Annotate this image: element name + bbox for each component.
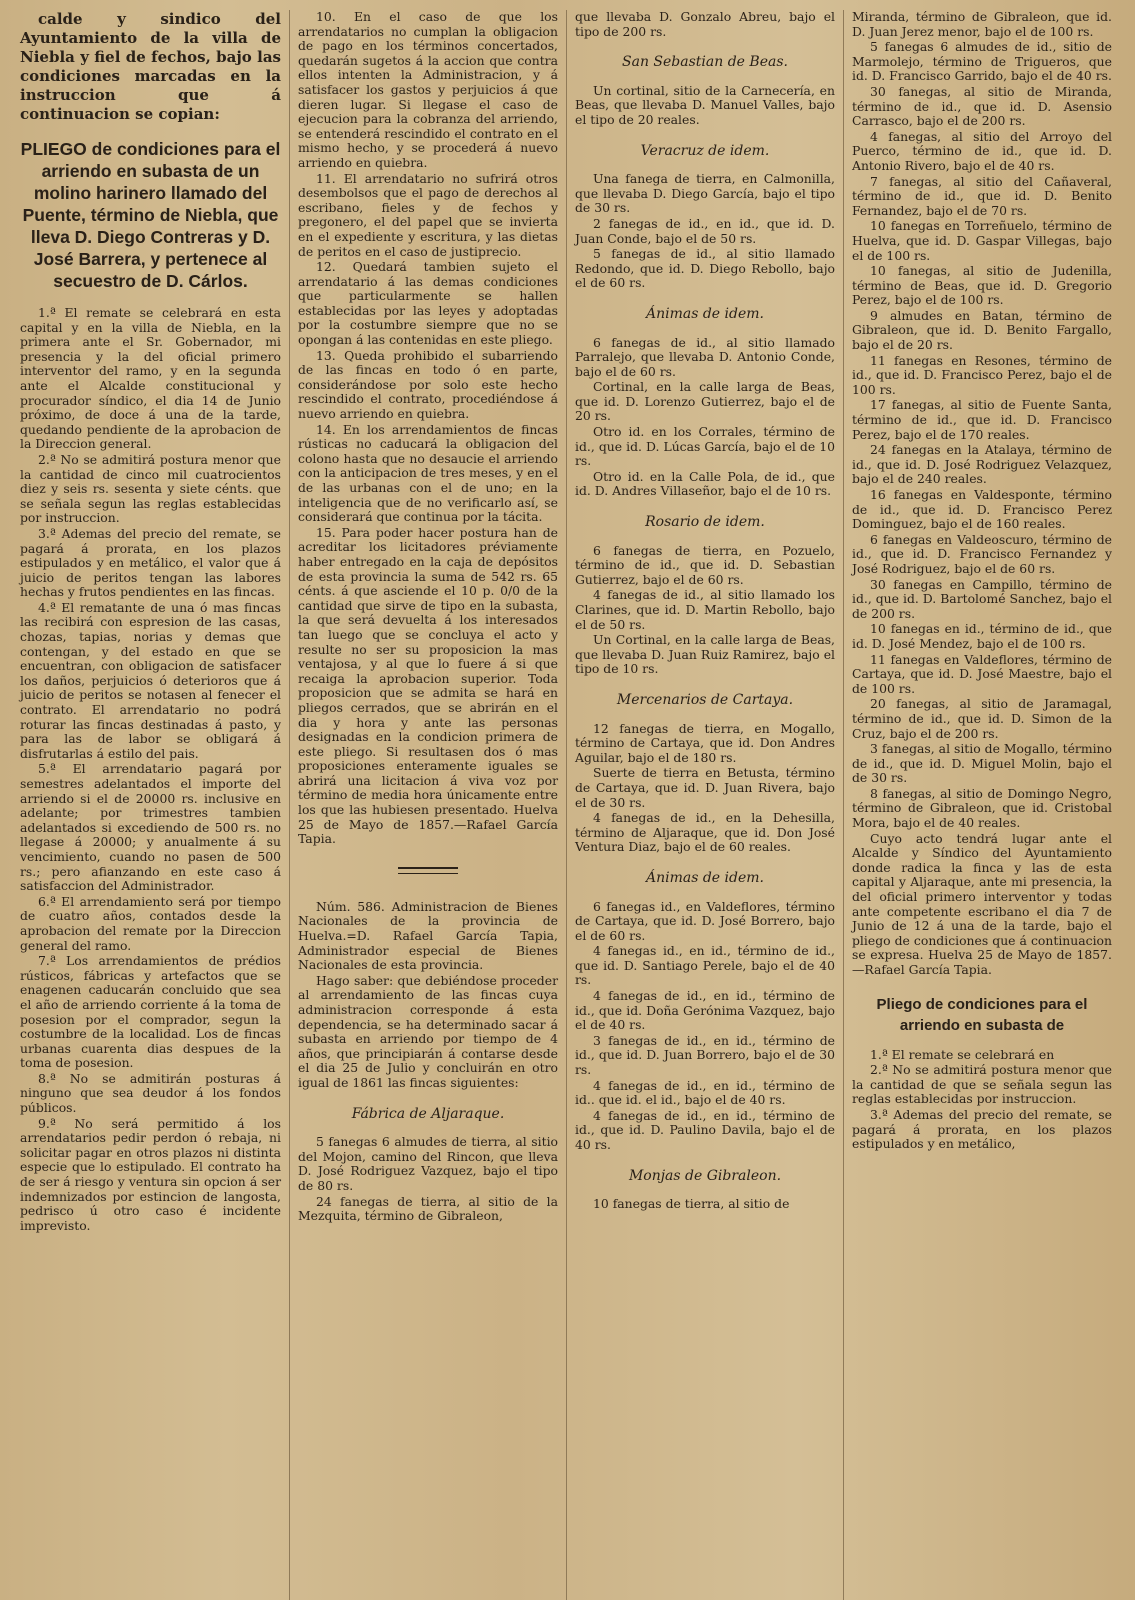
section-title: Ánimas de idem. (645, 305, 764, 322)
column-2 (289, 10, 566, 1600)
property-item: 6 fanegas de id., al sitio llamado Parralejo, que llevaba D. Antonio Conde, bajo el de 60 rs. (575, 334, 835, 379)
property-item: 5 fanegas de id., al sitio llamado Redondo, que id. D. Diego Rebollo, bajo el de 60 rs. (575, 246, 835, 291)
condition-paragraph: 2.ª No se admitirá postura menor que la cantidad de cinco mil cuatrocientos diez y seis rs. sesenta y siete cénts. que se señala segun las reglas establecidas por instruccion. (20, 451, 281, 526)
condition-paragraph: 5.ª El arrendatario pagará por semestres adelantados el importe del arriendo si el de 20000 rs. inclusive en adelante; por trimestres tambien adelantados si excediendo de 500 rs. no llegase á 20000; y anualmente á su vencimiento, cuando no pasen de 500 rs.; pero afianzando en este caso á satisfaccion del Administrador. (20, 761, 281, 894)
property-item: 7 fanegas, al sitio del Cañaveral, término de id., que id. D. Benito Fernandez, bajo el de 70 rs. (852, 173, 1112, 218)
condition-paragraph: 6.ª El arrendamiento será por tiempo de cuatro años, contados desde la aprobacion del remate por la Direccion general del ramo. (20, 893, 281, 953)
property-item: Otro id. en los Corrales, término de id., que id. D. Lúcas García, bajo el de 10 rs. (575, 424, 835, 469)
property-item: 5 fanegas 6 almudes de tierra, al sitio del Mojon, camino del Rincon, que lleva D. José Rodriguez Vazquez, bajo el tipo de 80 rs. (298, 1134, 558, 1193)
notice-paragraph: Hago saber: que debiéndose proceder al arrendamiento de las fincas cuya administracion corresponde á esta dependencia, se ha determinado sacar á subasta en arriendo por tiempo de 4 años, que principiarán á contarse desde el dia 25 de Julio y concluirán en otro igual de 1861 las fincas siguientes: (298, 972, 558, 1090)
property-item: 4 fanegas de id., en id., término de id.. que id. el id., bajo el de 40 rs. (575, 1077, 835, 1108)
property-item: 11 fanegas en Resones, término de id., que id. D. Francisco Perez, bajo el de 100 rs. (852, 352, 1112, 397)
column-3 (566, 10, 843, 1600)
property-item: 16 fanegas en Valdesponte, término de id., que id. D. Francisco Perez Dominguez, bajo el de 160 reales. (852, 487, 1112, 532)
property-item: 9 almudes en Batan, término de Gibraleon, que id. D. Benito Fargallo, bajo el de 20 rs. (852, 307, 1112, 353)
property-item: 10 fanegas de tierra, al sitio de (593, 1196, 790, 1212)
property-item: 4 fanegas de id., en id., término de id., que id. D. Paulino Davila, bajo el de 40 rs. (575, 1107, 835, 1152)
property-item: 6 fanegas id., en Valdeflores, término de Cartaya, que id. D. José Borrero, bajo el de 60 rs. (575, 898, 835, 943)
section-title: San Sebastian de Beas. (622, 54, 788, 71)
closing-paragraph: Cuyo acto tendrá lugar ante el Alcalde y Síndico del Ayuntamiento donde radica la finca y las de esta capital y Aljaraque, ante mi presencia, la del oficial primero interventor y todas ante competente escribano el dia 7 de Junio de 12 á una de la tarde, bajo el pliego de condiciones que á continuacion se expresa. Huelva 25 de Mayo de 1857.—Rafael García Tapia. (852, 830, 1112, 977)
condition-paragraph: 7.ª Los arrendamientos de prédios rústicos, fábricas y artefactos que se enagenen caducarán concluido que sea el año de arriendo corriente á la toma de posesion por el comprador, segun la costumbre de la localidad. Los de fincas urbanas cuarenta dias despues de la toma de posesion. (20, 953, 281, 1071)
condition-paragraph: 15. Para poder hacer postura han de acreditar los licitadores préviamente haber entregado en la caja de depósitos de esta provincia la suma de 542 rs. 65 cénts. á que asciende el 10 p. 0/0 de la cantidad que sirve de tipo en la subasta, la que será devuelta á los interesados tan luego que se concluya el acto y resulte no ser su proposicion la mas ventajosa, y al que lo fuere á si que recaiga la aprobacion superior. Toda proposicion que se admita se hará en pliegos cerrados, que se abrirán en el dia y hora y ante las personas designadas en la condicion primera de este pliego. Si resultasen dos ó mas proposiciones enteramente iguales se abrirá una licitacion á viva voz por término de media hora únicamente entre los que las hubiesen presentado. Huelva 25 de Mayo de 1857.—Rafael García Tapia. (298, 524, 558, 847)
pliego-heading: PLIEGO de condiciones para el arriendo en subasta de un molino harinero llamado del Puente, término de Niebla, que lleva D. Diego Contreras y D. José Barrera, y pertenece al secuestro de D. Cárlos. (20, 139, 281, 291)
condition-paragraph: 13. Queda prohibido el subarriendo de las fincas en todo ó en parte, considerándose por solo este hecho rescindido el contrato, procediéndose á nuevo arriendo en quiebra. (298, 347, 558, 422)
property-item: 12 fanegas de tierra, en Mogallo, término de Cartaya, que id. Don Andres Aguilar, bajo el de 180 rs. (575, 720, 835, 765)
property-item: 11 fanegas en Valdeflores, término de Cartaya, que id. D. José Maestre, bajo el de 100 rs. (852, 651, 1112, 696)
condition-paragraph: 14. En los arrendamientos de fincas rústicas no caducará la obligacion del colono hasta que no desaucie el arriendo con la anticipacion de tres meses, y en el de las urbanas con el de uno; en la inteligencia que de no verificarlo así, se considerará que continua por la tácita. (298, 421, 558, 525)
property-item: 2 fanegas de id., en id., que id. D. Juan Conde, bajo el de 50 rs. (575, 215, 835, 246)
property-item: 4 fanegas de id., al sitio llamado los Clarines, que id. D. Martin Rebollo, bajo el de 50 rs. (575, 587, 835, 632)
property-item: 8 fanegas, al sitio de Domingo Negro, término de Gibraleon, que id. Cristobal Mora, bajo el de 40 reales. (852, 785, 1112, 831)
condition-paragraph: 4.ª El rematante de una ó mas fincas las recibirá con espresion de las casas, chozas, tapias, norias y demas que contengan, y del estado en que se encuentran, con obligacion de satisfacer los daños, perjuicios ó deterioros que á juicio de peritos se notasen al fenecer el contrato. El arrendatario no podrá roturar las fincas destinadas á pasto, y para las de labor se obligará á disfrutarlas á estilo del pais. (20, 599, 281, 761)
condition-paragraph: 3.ª Ademas del precio del remate, se pagará á prorata, en los plazos estipulados y en metálico, el valor que á juicio de peritos tengan las labores hechas y frutos pendientes en las fincas. (20, 525, 281, 600)
property-item: 4 fanegas de id., en id., término de id., que id. Doña Gerónima Vazquez, bajo el de 40 rs. (575, 988, 835, 1033)
property-item: 6 fanegas en Valdeoscuro, término de id., que id. D. Francisco Fernandez y José Rodriguez, bajo el de 60 rs. (852, 531, 1112, 576)
condition-paragraph: 1.ª El remate se celebrará en (870, 1046, 1055, 1062)
property-item: 3 fanegas de id., en id., término de id., que id. D. Juan Borrero, bajo el de 30 rs. (575, 1032, 835, 1078)
condition-paragraph: 8.ª No se admitirán posturas á ninguno que sea deudor á los fondos públicos. (20, 1070, 281, 1116)
column-1 (12, 10, 289, 1600)
section-title: Ánimas de idem. (645, 869, 764, 886)
property-item: Suerte de tierra en Betusta, término de Cartaya, que id. D. Juan Rivera, bajo el de 30 rs. (575, 765, 835, 810)
property-item: 10 fanegas, al sitio de Judenilla, término de Beas, que id. D. Gregorio Perez, bajo el de 100 rs. (852, 263, 1112, 308)
column-4 (843, 10, 1120, 1600)
property-item: Un Cortinal, en la calle larga de Beas, que llevaba D. Juan Ruiz Ramirez, bajo el tipo de 10 rs. (575, 632, 835, 677)
property-item: 10 fanegas en id., término de id., que id. D. José Mendez, bajo el de 100 rs. (852, 621, 1112, 651)
property-item: 30 fanegas, al sitio de Miranda, término de id., que id. D. Asensio Carrasco, bajo el de 200 rs. (852, 83, 1112, 129)
column-1-intro: calde y sindico del Ayuntamiento de la villa de Niebla y fiel de fechos, bajo las condiciones marcadas en la instruccion que á continuacion se copian: (20, 10, 281, 123)
property-item: Otro id. en la Calle Pola, de id., que id. D. Andres Villaseñor, bajo el de 10 rs. (575, 468, 835, 499)
section-title: Rosario de idem. (645, 514, 765, 531)
property-item: Miranda, término de Gibraleon, que id. D. Juan Jerez menor, bajo el de 100 rs. (852, 10, 1112, 39)
condition-paragraph: 12. Quedará tambien sujeto el arrendatario á las demas condiciones que particularmente se hallen establecidas por las leyes y adoptadas por la costumbre siempre que no se opongan á las contenidas en este pliego. (298, 259, 558, 348)
property-item: Cortinal, en la calle larga de Beas, que id. D. Lorenzo Gutierrez, bajo el de 20 rs. (575, 379, 835, 424)
section-title: Fábrica de Aljaraque. (351, 1105, 505, 1122)
pliego-heading-2: Pliego de condiciones para el arriendo en subasta de (876, 995, 1088, 1034)
property-item: 4 fanegas de id., en la Dehesilla, término de Aljaraque, que id. Don José Ventura Diaz, bajo el de 60 reales. (575, 810, 835, 855)
property-item: 30 fanegas en Campillo, término de id., que id. D. Bartolomé Sanchez, bajo el de 200 rs. (852, 576, 1112, 621)
property-item: Un cortinal, sitio de la Carnecería, en Beas, que llevaba D. Manuel Valles, bajo el tipo de 20 reales. (575, 82, 835, 127)
section-title: Monjas de Gibraleon. (628, 1167, 782, 1184)
condition-paragraph: 3.ª Ademas del precio del remate, se pagará á prorata, en los plazos estipulados y en metálico, (852, 1106, 1112, 1152)
property-item: 24 fanegas de tierra, al sitio de la Mezquita, término de Gibraleon, (298, 1193, 558, 1224)
condition-paragraph: 2.ª No se admitirá postura menor que la cantidad de que se señala segun las reglas establecidas por instruccion. (852, 1062, 1112, 1107)
property-item: 20 fanegas, al sitio de Jaramagal, término de id., que id. D. Simon de la Cruz, bajo el de 200 rs. (852, 696, 1112, 741)
property-item: Una fanega de tierra, en Calmonilla, que llevaba D. Diego García, bajo el tipo de 30 rs. (575, 171, 835, 216)
notice-paragraph: Núm. 586. Administracion de Bienes Nacionales de la provincia de Huelva.=D. Rafael García Tapia, Administrador especial de Bienes Nacionales de esta provincia. (298, 898, 558, 973)
section-title: Veracruz de idem. (640, 142, 770, 159)
condition-paragraph: 10. En el caso de que los arrendatarios no cumplan la obligacion de pago en los términos concertados, quedarán sugetos á la accion que contra ellos intenten la Administracion, y á satisfacer los gastos y perjuicios á que dieren lugar. Si llegase el caso de ejecucion para la cobranza del arriendo, se entenderá rescindido el contrato en el mismo hecho, y se procederá á nuevo arriendo en quiebra. (298, 10, 558, 170)
condition-paragraph: 1.ª El remate se celebrará en esta capital y en la villa de Niebla, en la primera ante el Sr. Gobernador, mi presencia y la del oficial primero interventor del ramo, y en la segunda ante el Alcalde constitucional y procurador síndico, el dia 14 de Junio próximo, de doce á una de la tarde, quedando pendiente de la aprobacion de la Direccion general. (20, 305, 281, 452)
property-item: 24 fanegas en la Atalaya, término de id., que id. D. José Rodriguez Velazquez, bajo el de 240 reales. (852, 442, 1112, 487)
property-item: 4 fanegas id., en id., término de id., que id. D. Santiago Perele, bajo el de 40 rs. (575, 943, 835, 988)
condition-paragraph: 11. El arrendatario no sufrirá otros desembolsos que el pago de derechos al escribano, fieles y de fechos y pregonero, el del papel que se invierta en el expediente y escritura, y las dietas de peritos en el caso de justiprecio. (298, 170, 558, 259)
property-item: 4 fanegas, al sitio del Arroyo del Puerco, término de id., que id. D. Antonio Rivero, bajo el de 40 rs. (852, 128, 1112, 173)
property-item: 3 fanegas, al sitio de Mogallo, término de id., que id. D. Miguel Molin, bajo el de 30 rs. (852, 741, 1112, 786)
property-item: 17 fanegas, al sitio de Fuente Santa, término de id., que id. D. Francisco Perez, bajo el de 170 reales. (852, 397, 1112, 442)
condition-paragraph: 9.ª No será permitido á los arrendatarios pedir perdon ó rebaja, ni solicitar pagar en otros plazos ni distinta especie que lo estipulado. El contrato ha de ser á riesgo y ventura sin opcion á ser indemnizados por estincion de langosta, pedrisco ú otro caso é incidente imprevisto. (20, 1115, 281, 1233)
property-item: 5 fanegas 6 almudes de id., sitio de Marmolejo, término de Trigueros, que id. D. Francisco Garrido, bajo el de 40 rs. (852, 39, 1112, 84)
section-title: Mercenarios de Cartaya. (616, 691, 794, 708)
property-item: 10 fanegas en Torreñuelo, término de Huelva, que id. D. Gaspar Villegas, bajo el de 100 rs. (852, 218, 1112, 263)
section-divider (398, 867, 458, 874)
property-item: que llevaba D. Gonzalo Abreu, bajo el tipo de 200 rs. (575, 10, 835, 39)
property-item: 6 fanegas de tierra, en Pozuelo, término de id., que id. D. Sebastian Gutierrez, bajo el de 60 rs. (575, 542, 835, 587)
